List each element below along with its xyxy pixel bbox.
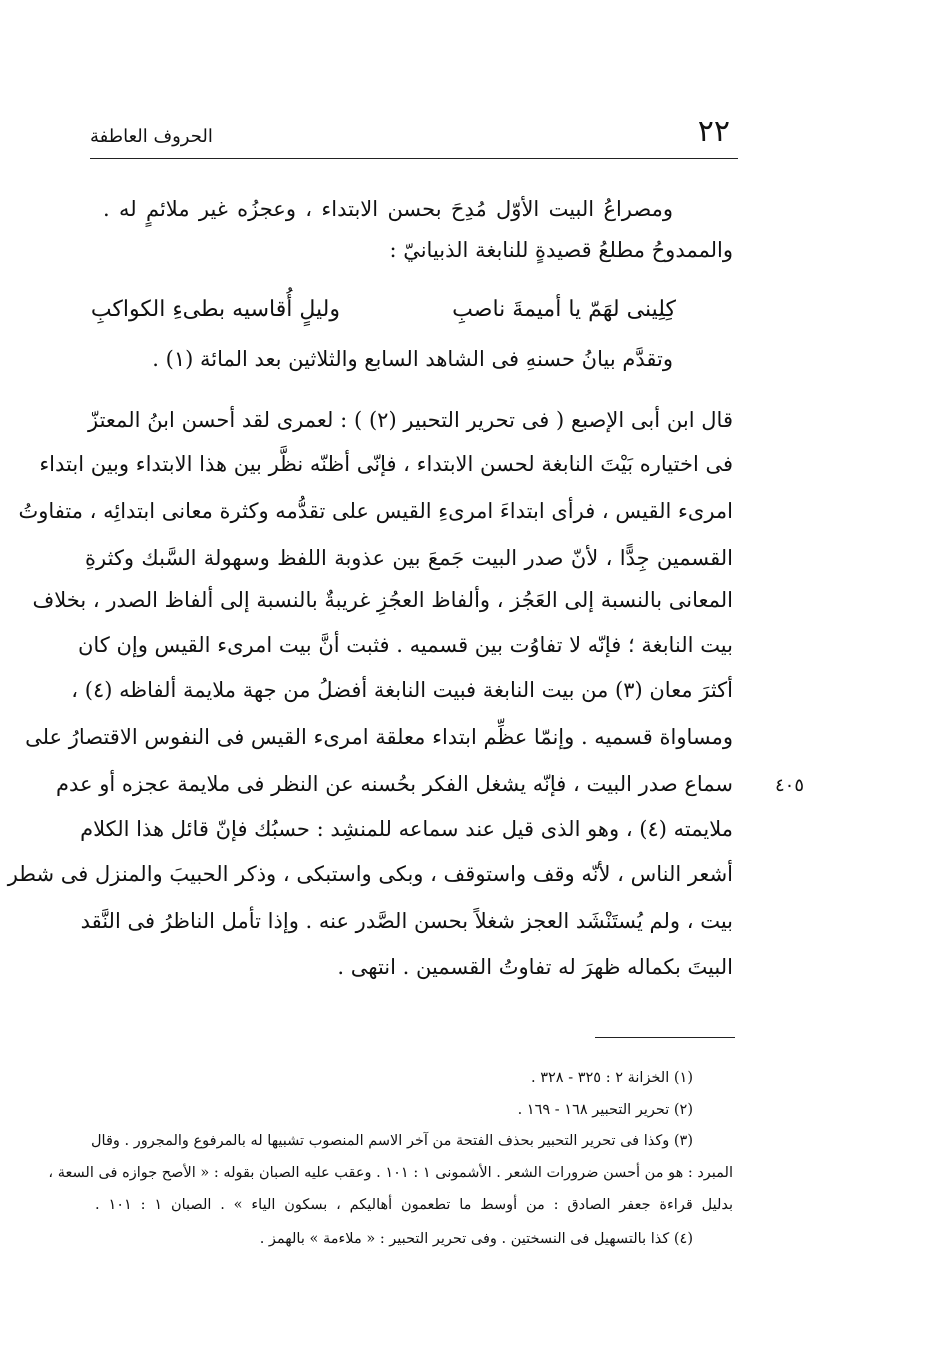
footnote-line: المبرد : هو من أحسن ضرورات الشعر . الأشمونى ١ : ١٠١ . وعقب عليه الصبان بقوله : « الأصح جوازه فى السعة ،	[48, 1165, 733, 1181]
body-line: قال ابن أبى الإصبع ( فى تحرير التحبير (٢) ) : لعمرى لقد أحسن ابنُ المعتزّ	[88, 408, 733, 432]
verse-first-hemistich: كِلِينى لهَمّ يا أميمةَ ناصبِ	[452, 297, 676, 322]
margin-reference-number: ٤٠٥	[775, 775, 805, 796]
footnote-line: (٤) كذا بالتسهيل فى النسختين . وفى تحرير التحبير : « ملاءمة » بالهمز .	[259, 1231, 693, 1247]
body-line: ومساواة قسميه . وإنمّا عظِّم ابتداء معلقة امرىء القيس فى النفوس الاقتصارُ على	[25, 725, 733, 749]
verse-second-hemistich: وليلٍ أُقاسيه بطىءِ الكواكبِ	[90, 297, 340, 322]
body-line: القسمين جِدًّا ، لأنّ صدر البيت جَمعَ بين عذوبة اللفظ وسهولة السَّبك وكثرةِ	[85, 546, 733, 570]
footnote-rule	[595, 1037, 735, 1038]
footnote-line: بدليل قراءة جعفر الصادق : من أوسط ما تطعمون أهاليكم ، بسكون الياء » . الصبان ١ : ١٠١ .	[95, 1197, 734, 1213]
body-line: بيت ، ولم يُستَنْشَد العجز شغلاً بحسن الصَّدر عنه . وإذا تأمل الناظرُ فى النَّقد	[80, 909, 733, 933]
footnote-line: (١) الخزانة ٢ : ٣٢٥ - ٣٢٨ .	[531, 1070, 693, 1086]
body-line: سماع صدر البيت ، فإنّه يشغل الفكر بحُسنه عن النظر فى ملايمة عجزه أو عدم	[55, 772, 733, 796]
running-header	[90, 112, 738, 164]
chapter-title: الحروف العاطفة	[90, 126, 213, 147]
intro-line-3: وتقدَّم بيانُ حسنهِ فى الشاهد السابع والثلاثين بعد المائة (١) .	[152, 347, 673, 371]
footnote-line: (٢) تحرير التحبير ١٦٨ - ١٦٩ .	[517, 1102, 693, 1118]
body-line: فى اختياره بَيْتَ النابغة لحسن الابتداء ، فإنّى أظنّه نظَّر بين هذا الابتداء وبين ابتداء	[39, 452, 733, 476]
page-number: ٢٢	[697, 114, 730, 149]
intro-line-2: والممدوحُ مطلعُ قصيدةٍ للنابغة الذبيانيّ :	[389, 238, 733, 262]
body-line: أشعر الناس ، لأنّه وقف واستوقف ، وبكى واستبكى ، وذكر الحبيبَ والمنزل فى شطر	[7, 862, 733, 886]
footnote-line: (٣) وكذا فى تحرير التحبير بحذف الفتحة من آخر الاسم المنصوب تشبيها له بالمرفوع والمجرور . وقال	[91, 1133, 693, 1149]
body-line: ملايمته (٤) ، وهو الذى قيل عند سماعه للمنشِد : حسبُك فإنّ قائل هذا الكلام	[80, 817, 733, 841]
header-rule	[90, 158, 738, 159]
body-line: المعانى بالنسبة إلى العَجُز ، وألفاظ العجُزِ غريبةٌ بالنسبة إلى ألفاظ الصدر ، بخلاف	[32, 588, 733, 612]
body-line-last: البيتَ بكماله ظهرَ له تفاوتُ القسمين . انتهى .	[337, 955, 733, 979]
intro-line-1: ومصراعُ البيت الأوّل مُدِحَ بحسن الابتداء ، وعجزُه غير ملائمٍ له .	[103, 197, 673, 221]
body-line: امرىء القيس ، فرأى ابتداءَ امرىءِ القيس على تقدُّمه وكثرة معانى ابتدائِه ، متفاوتُ	[18, 499, 733, 523]
body-line: بيت النابغة ؛ فإنّه لا تفاوُت بين قسميه . فثبت أنَّ بيت امرىء القيس وإن كان	[77, 633, 733, 657]
body-line: أكثرَ معان (٣) من بيت النابغة فبيت النابغة أفضلُ من جهة ملايمة ألفاظه (٤) ،	[71, 678, 733, 702]
